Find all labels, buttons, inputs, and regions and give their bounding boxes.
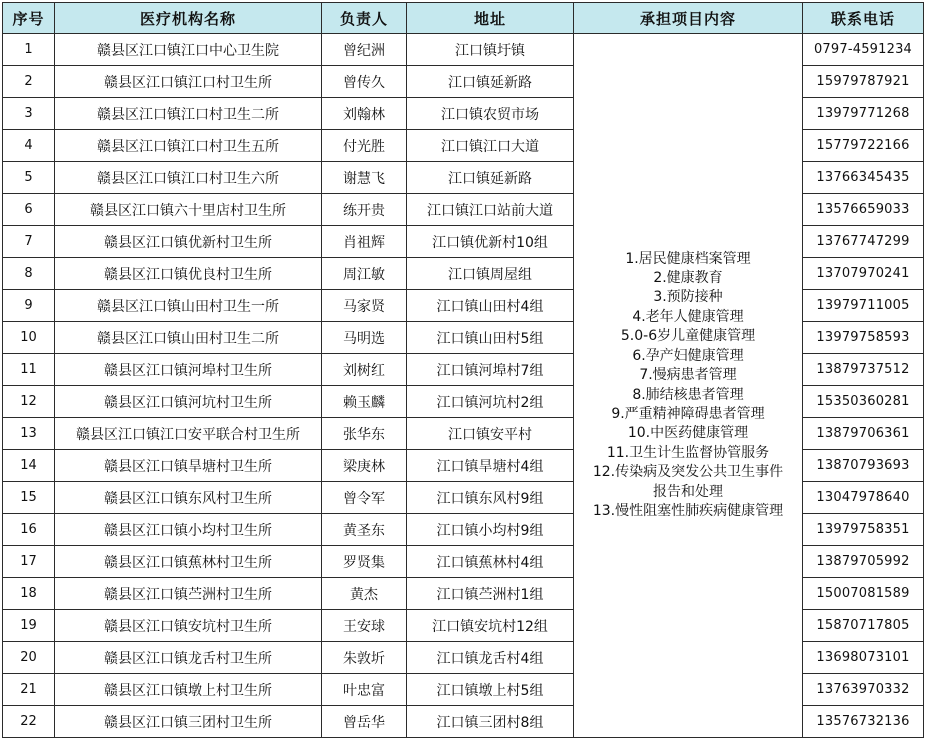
cell-person: 刘翰林 <box>322 98 407 130</box>
header-services: 承担项目内容 <box>574 3 803 34</box>
cell-address: 江口镇延新路 <box>407 66 574 98</box>
cell-phone: 15979787921 <box>803 66 924 98</box>
cell-phone: 0797-4591234 <box>803 34 924 66</box>
cell-address: 江口镇墩上村5组 <box>407 674 574 706</box>
cell-person: 黄圣东 <box>322 514 407 546</box>
cell-address: 江口镇山田村4组 <box>407 290 574 322</box>
cell-name: 赣县区江口镇东风村卫生所 <box>55 482 322 514</box>
cell-person: 刘树红 <box>322 354 407 386</box>
table-header-row <box>3 3 924 34</box>
cell-name: 赣县区江口镇三团村卫生所 <box>55 706 322 738</box>
cell-no: 1 <box>3 34 55 66</box>
cell-name: 赣县区江口镇优良村卫生所 <box>55 258 322 290</box>
cell-address: 江口镇江口站前大道 <box>407 194 574 226</box>
cell-name: 赣县区江口镇江口安平联合村卫生所 <box>55 418 322 450</box>
cell-phone: 13047978640 <box>803 482 924 514</box>
cell-address: 江口镇河坑村2组 <box>407 386 574 418</box>
cell-person: 朱敦圻 <box>322 642 407 674</box>
cell-name: 赣县区江口镇蕉林村卫生所 <box>55 546 322 578</box>
cell-address: 江口镇河埠村7组 <box>407 354 574 386</box>
cell-address: 江口镇农贸市场 <box>407 98 574 130</box>
cell-phone: 13707970241 <box>803 258 924 290</box>
cell-no: 13 <box>3 418 55 450</box>
cell-person: 曾纪洲 <box>322 34 407 66</box>
cell-address: 江口镇圩镇 <box>407 34 574 66</box>
cell-no: 11 <box>3 354 55 386</box>
cell-name: 赣县区江口镇江口村卫生六所 <box>55 162 322 194</box>
cell-no: 4 <box>3 130 55 162</box>
cell-no: 3 <box>3 98 55 130</box>
header-no: 序号 <box>3 3 55 34</box>
cell-phone: 13576732136 <box>803 706 924 738</box>
cell-name: 赣县区江口镇小均村卫生所 <box>55 514 322 546</box>
cell-address: 江口镇江口大道 <box>407 130 574 162</box>
header-person: 负责人 <box>322 3 407 34</box>
cell-person: 黄杰 <box>322 578 407 610</box>
cell-address: 江口镇安平村 <box>407 418 574 450</box>
cell-no: 14 <box>3 450 55 482</box>
cell-person: 罗贤集 <box>322 546 407 578</box>
header-phone: 联系电话 <box>803 3 924 34</box>
cell-phone: 13979758351 <box>803 514 924 546</box>
cell-phone: 13767747299 <box>803 226 924 258</box>
cell-no: 20 <box>3 642 55 674</box>
cell-no: 18 <box>3 578 55 610</box>
cell-address: 江口镇周屋组 <box>407 258 574 290</box>
cell-no: 6 <box>3 194 55 226</box>
cell-phone: 13766345435 <box>803 162 924 194</box>
cell-name: 赣县区江口镇山田村卫生一所 <box>55 290 322 322</box>
service-item: 11.卫生计生监督协管服务 <box>606 444 770 461</box>
cell-person: 谢慧飞 <box>322 162 407 194</box>
cell-phone: 13979711005 <box>803 290 924 322</box>
cell-name: 赣县区江口镇墩上村卫生所 <box>55 674 322 706</box>
cell-phone: 13879705992 <box>803 546 924 578</box>
service-item: 1.居民健康档案管理 <box>625 250 751 267</box>
cell-address: 江口镇苎洲村1组 <box>407 578 574 610</box>
service-item: 8.肺结核患者管理 <box>632 386 744 403</box>
cell-no: 17 <box>3 546 55 578</box>
cell-phone: 15007081589 <box>803 578 924 610</box>
cell-address: 江口镇三团村8组 <box>407 706 574 738</box>
cell-person: 练开贵 <box>322 194 407 226</box>
cell-address: 江口镇延新路 <box>407 162 574 194</box>
cell-no: 16 <box>3 514 55 546</box>
cell-phone: 13879706361 <box>803 418 924 450</box>
cell-no: 7 <box>3 226 55 258</box>
cell-name: 赣县区江口镇旱塘村卫生所 <box>55 450 322 482</box>
table-body <box>3 34 924 738</box>
cell-name: 赣县区江口镇山田村卫生二所 <box>55 322 322 354</box>
cell-phone: 13879737512 <box>803 354 924 386</box>
cell-address: 江口镇山田村5组 <box>407 322 574 354</box>
cell-address: 江口镇优新村10组 <box>407 226 574 258</box>
cell-no: 21 <box>3 674 55 706</box>
cell-name: 赣县区江口镇河埠村卫生所 <box>55 354 322 386</box>
cell-no: 19 <box>3 610 55 642</box>
cell-phone: 15350360281 <box>803 386 924 418</box>
service-item: 4.老年人健康管理 <box>632 308 744 325</box>
table-row <box>3 34 924 66</box>
cell-no: 15 <box>3 482 55 514</box>
cell-phone: 13979771268 <box>803 98 924 130</box>
cell-name: 赣县区江口镇安坑村卫生所 <box>55 610 322 642</box>
cell-name: 赣县区江口镇河坑村卫生所 <box>55 386 322 418</box>
cell-phone: 13763970332 <box>803 674 924 706</box>
cell-no: 9 <box>3 290 55 322</box>
cell-person: 张华东 <box>322 418 407 450</box>
service-item: 5.0-6岁儿童健康管理 <box>620 328 756 345</box>
cell-person: 肖祖辉 <box>322 226 407 258</box>
cell-person: 周江敏 <box>322 258 407 290</box>
service-item: 报告和处理 <box>653 483 723 500</box>
cell-person: 曾传久 <box>322 66 407 98</box>
cell-no: 10 <box>3 322 55 354</box>
cell-name: 赣县区江口镇优新村卫生所 <box>55 226 322 258</box>
cell-name: 赣县区江口镇江口村卫生所 <box>55 66 322 98</box>
service-item: 13.慢性阻塞性肺疾病健康管理 <box>592 502 784 519</box>
cell-person: 赖玉麟 <box>322 386 407 418</box>
services-cell <box>574 34 803 738</box>
cell-person: 叶忠富 <box>322 674 407 706</box>
service-item: 7.慢病患者管理 <box>639 367 737 384</box>
cell-no: 12 <box>3 386 55 418</box>
service-item: 12.传染病及突发公共卫生事件 <box>592 464 784 481</box>
cell-person: 王安球 <box>322 610 407 642</box>
cell-phone: 13870793693 <box>803 450 924 482</box>
service-item: 10.中医药健康管理 <box>627 425 749 442</box>
cell-address: 江口镇东风村9组 <box>407 482 574 514</box>
cell-person: 付光胜 <box>322 130 407 162</box>
cell-phone: 13576659033 <box>803 194 924 226</box>
header-name: 医疗机构名称 <box>55 3 322 34</box>
cell-phone: 13979758593 <box>803 322 924 354</box>
cell-name: 赣县区江口镇龙舌村卫生所 <box>55 642 322 674</box>
clinic-table <box>2 2 924 738</box>
cell-address: 江口镇小均村9组 <box>407 514 574 546</box>
cell-name: 赣县区江口镇江口中心卫生院 <box>55 34 322 66</box>
cell-name: 赣县区江口镇苎洲村卫生所 <box>55 578 322 610</box>
cell-address: 江口镇旱塘村4组 <box>407 450 574 482</box>
service-item: 6.孕产妇健康管理 <box>632 347 744 364</box>
cell-person: 曾岳华 <box>322 706 407 738</box>
cell-person: 梁庚林 <box>322 450 407 482</box>
service-item: 9.严重精神障碍患者管理 <box>611 405 765 422</box>
header-address: 地址 <box>407 3 574 34</box>
cell-person: 马明选 <box>322 322 407 354</box>
cell-address: 江口镇安坑村12组 <box>407 610 574 642</box>
cell-person: 马家贤 <box>322 290 407 322</box>
cell-address: 江口镇龙舌村4组 <box>407 642 574 674</box>
cell-name: 赣县区江口镇六十里店村卫生所 <box>55 194 322 226</box>
cell-phone: 15779722166 <box>803 130 924 162</box>
cell-address: 江口镇蕉林村4组 <box>407 546 574 578</box>
cell-phone: 15870717805 <box>803 610 924 642</box>
cell-no: 8 <box>3 258 55 290</box>
cell-phone: 13698073101 <box>803 642 924 674</box>
service-item: 2.健康教育 <box>653 270 723 287</box>
cell-name: 赣县区江口镇江口村卫生五所 <box>55 130 322 162</box>
cell-name: 赣县区江口镇江口村卫生二所 <box>55 98 322 130</box>
cell-no: 5 <box>3 162 55 194</box>
cell-no: 2 <box>3 66 55 98</box>
cell-no: 22 <box>3 706 55 738</box>
service-item: 3.预防接种 <box>653 289 723 306</box>
cell-person: 曾令军 <box>322 482 407 514</box>
